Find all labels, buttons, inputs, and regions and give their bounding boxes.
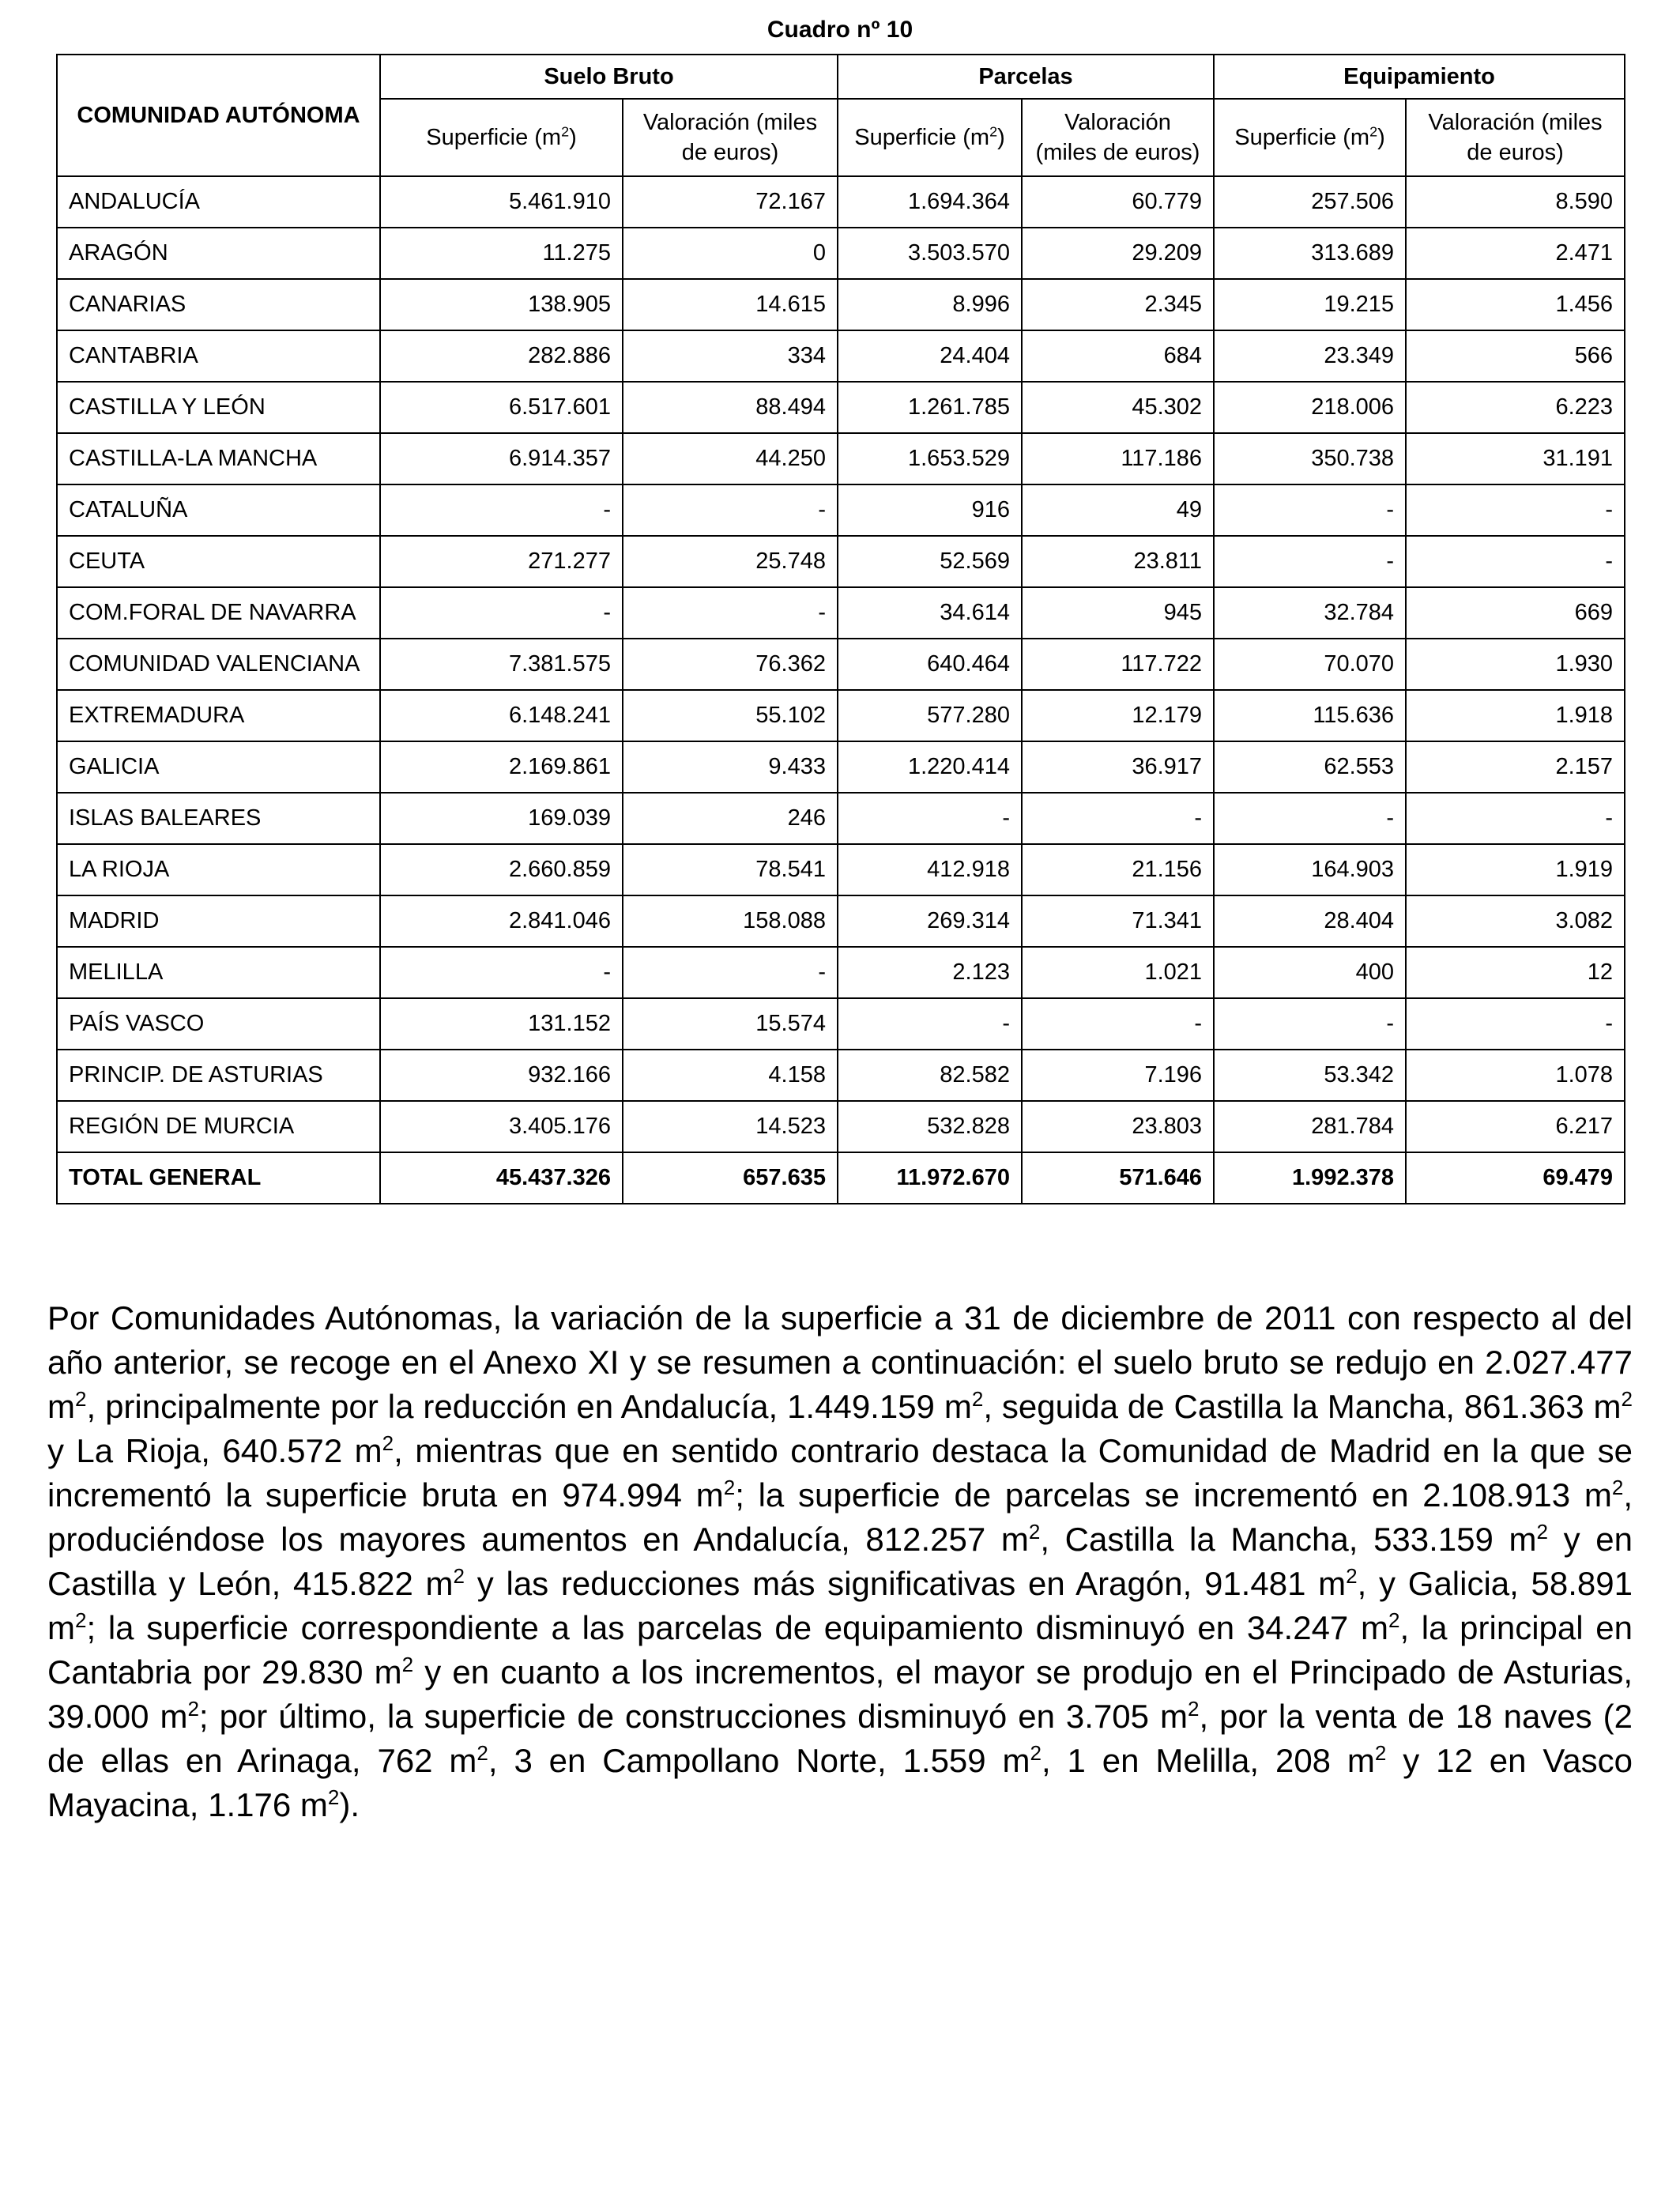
- value-cell: 532.828: [838, 1101, 1022, 1152]
- value-cell: 14.523: [623, 1101, 838, 1152]
- value-cell: 71.341: [1022, 895, 1214, 947]
- value-cell: 3.405.176: [380, 1101, 623, 1152]
- value-cell: 8.590: [1406, 176, 1625, 228]
- value-cell: 12.179: [1022, 690, 1214, 741]
- value-cell: 6.217: [1406, 1101, 1625, 1152]
- value-cell: 7.381.575: [380, 639, 623, 690]
- value-cell: 566: [1406, 330, 1625, 382]
- value-cell: 281.784: [1214, 1101, 1406, 1152]
- row-name-cell: ISLAS BALEARES: [57, 793, 380, 844]
- value-cell: 131.152: [380, 998, 623, 1050]
- value-cell: 1.653.529: [838, 433, 1022, 484]
- header-superficie-parcelas: Superficie $(m^2)$: [838, 99, 1022, 176]
- row-name-cell: PRINCIP. DE ASTURIAS: [57, 1050, 380, 1101]
- superscript: 2: [382, 1431, 394, 1455]
- table-row: [57, 382, 1625, 433]
- paragraph-text: ; la superficie de parcelas se incrementó en 2.108.913 m: [735, 1476, 1612, 1514]
- value-cell: 1.930: [1406, 639, 1625, 690]
- header-valoracion-parcelas: Valoración (miles de euros): [1022, 99, 1214, 176]
- superscript: 2: [1388, 1608, 1400, 1632]
- paragraph-text: y en cuanto a los incrementos, el mayor se produjo en el Principado de Asturias, 39.000 m: [47, 1653, 1633, 1735]
- value-cell: 669: [1406, 587, 1625, 639]
- superscript: 2: [327, 1785, 340, 1809]
- value-cell: 571.646: [1022, 1152, 1214, 1204]
- value-cell: -: [380, 947, 623, 998]
- row-name-cell: EXTREMADURA: [57, 690, 380, 741]
- table-row: [57, 587, 1625, 639]
- table-row: [57, 639, 1625, 690]
- paragraph-text: , y Galicia, 58.891 m: [47, 1565, 1633, 1646]
- table-row: [57, 279, 1625, 330]
- value-cell: 24.404: [838, 330, 1022, 382]
- value-cell: -: [380, 484, 623, 536]
- paragraph-text: , 3 en Campollano Norte, 1.559 m: [488, 1742, 1030, 1779]
- value-cell: 1.992.378: [1214, 1152, 1406, 1204]
- value-cell: 257.506: [1214, 176, 1406, 228]
- value-cell: -: [1406, 484, 1625, 536]
- row-name-cell: CASTILLA-LA MANCHA: [57, 433, 380, 484]
- row-name-cell: COM.FORAL DE NAVARRA: [57, 587, 380, 639]
- row-name-cell: CANTABRIA: [57, 330, 380, 382]
- table-row: [57, 844, 1625, 895]
- value-cell: 72.167: [623, 176, 838, 228]
- value-cell: 2.660.859: [380, 844, 623, 895]
- header-row-groups: [57, 55, 1625, 99]
- value-cell: 49: [1022, 484, 1214, 536]
- table-row: [57, 741, 1625, 793]
- row-name-cell: CEUTA: [57, 536, 380, 587]
- value-cell: 1.078: [1406, 1050, 1625, 1101]
- superscript: 2: [1621, 1387, 1633, 1411]
- value-cell: 945: [1022, 587, 1214, 639]
- value-cell: 350.738: [1214, 433, 1406, 484]
- row-name-cell: ANDALUCÍA: [57, 176, 380, 228]
- value-cell: 916: [838, 484, 1022, 536]
- value-cell: -: [1406, 793, 1625, 844]
- superscript: 2: [453, 1564, 465, 1588]
- paragraph-text: , 1 en Melilla, 208 m: [1042, 1742, 1375, 1779]
- value-cell: 15.574: [623, 998, 838, 1050]
- value-cell: 82.582: [838, 1050, 1022, 1101]
- superscript: 2: [1374, 1741, 1387, 1765]
- superscript: 2: [75, 1387, 87, 1411]
- superscript: 2: [1028, 1520, 1041, 1544]
- value-cell: 218.006: [1214, 382, 1406, 433]
- value-cell: 44.250: [623, 433, 838, 484]
- header-valoracion-equipamiento: Valoración (miles de euros): [1406, 99, 1625, 176]
- value-cell: 932.166: [380, 1050, 623, 1101]
- row-name-cell: REGIÓN DE MURCIA: [57, 1101, 380, 1152]
- value-cell: 269.314: [838, 895, 1022, 947]
- value-cell: 1.261.785: [838, 382, 1022, 433]
- value-cell: 1.220.414: [838, 741, 1022, 793]
- value-cell: 78.541: [623, 844, 838, 895]
- value-cell: 577.280: [838, 690, 1022, 741]
- value-cell: 115.636: [1214, 690, 1406, 741]
- value-cell: 76.362: [623, 639, 838, 690]
- paragraph-text: , Castilla la Mancha, 533.159 m: [1040, 1521, 1537, 1558]
- value-cell: 334: [623, 330, 838, 382]
- row-name-cell: GALICIA: [57, 741, 380, 793]
- value-cell: 0: [623, 228, 838, 279]
- paragraph-text: ; por último, la superficie de construcciones disminuyó en 3.705 m: [198, 1698, 1188, 1735]
- value-cell: 117.722: [1022, 639, 1214, 690]
- header-group-suelo-bruto: Suelo Bruto: [380, 55, 838, 99]
- value-cell: 28.404: [1214, 895, 1406, 947]
- table-caption: Cuadro nº 10: [767, 17, 913, 43]
- value-cell: 55.102: [623, 690, 838, 741]
- value-cell: 23.349: [1214, 330, 1406, 382]
- value-cell: -: [1214, 793, 1406, 844]
- header-group-parcelas: Parcelas: [838, 55, 1214, 99]
- paragraph-text: , por la venta de 18 naves (2 de ellas en Arinaga, 762 m: [47, 1698, 1633, 1779]
- value-cell: 2.345: [1022, 279, 1214, 330]
- table-row: [57, 330, 1625, 382]
- value-cell: 62.553: [1214, 741, 1406, 793]
- value-cell: 5.461.910: [380, 176, 623, 228]
- value-cell: 640.464: [838, 639, 1022, 690]
- value-cell: 313.689: [1214, 228, 1406, 279]
- value-cell: 1.918: [1406, 690, 1625, 741]
- header-comunidad: COMUNIDAD AUTÓNOMA: [57, 55, 380, 176]
- value-cell: 158.088: [623, 895, 838, 947]
- header-group-equipamiento: Equipamiento: [1214, 55, 1625, 99]
- value-cell: 1.021: [1022, 947, 1214, 998]
- value-cell: 36.917: [1022, 741, 1214, 793]
- paragraph-text: ; la superficie correspondiente a las parcelas de equipamiento disminuyó en 34.247 m: [86, 1609, 1388, 1646]
- value-cell: 2.157: [1406, 741, 1625, 793]
- value-cell: -: [623, 947, 838, 998]
- row-name-cell: CASTILLA Y LEÓN: [57, 382, 380, 433]
- header-superficie-equipamiento: Superficie $(m^2)$: [1214, 99, 1406, 176]
- value-cell: 684: [1022, 330, 1214, 382]
- table-row: [57, 793, 1625, 844]
- paragraph-text: ).: [339, 1786, 360, 1823]
- value-cell: 169.039: [380, 793, 623, 844]
- value-cell: -: [1214, 998, 1406, 1050]
- value-cell: 138.905: [380, 279, 623, 330]
- row-name-cell: CANARIAS: [57, 279, 380, 330]
- row-name-cell: MELILLA: [57, 947, 380, 998]
- superscript: 2: [187, 1697, 199, 1721]
- value-cell: -: [623, 484, 838, 536]
- value-cell: 282.886: [380, 330, 623, 382]
- value-cell: 6.914.357: [380, 433, 623, 484]
- table-row: [57, 1050, 1625, 1101]
- value-cell: 2.123: [838, 947, 1022, 998]
- row-name-cell: CATALUÑA: [57, 484, 380, 536]
- row-name-cell: COMUNIDAD VALENCIANA: [57, 639, 380, 690]
- value-cell: -: [1022, 793, 1214, 844]
- table-row: [57, 433, 1625, 484]
- value-cell: 32.784: [1214, 587, 1406, 639]
- value-cell: 21.156: [1022, 844, 1214, 895]
- superscript: 2: [1611, 1476, 1624, 1499]
- summary-paragraph: [47, 1296, 1633, 1827]
- value-cell: -: [838, 793, 1022, 844]
- paragraph-text: y en Castilla y León, 415.822 m: [47, 1521, 1633, 1602]
- value-cell: 246: [623, 793, 838, 844]
- value-cell: -: [623, 587, 838, 639]
- value-cell: 23.811: [1022, 536, 1214, 587]
- value-cell: 6.517.601: [380, 382, 623, 433]
- value-cell: 19.215: [1214, 279, 1406, 330]
- value-cell: 12: [1406, 947, 1625, 998]
- value-cell: 1.456: [1406, 279, 1625, 330]
- data-table: [56, 54, 1625, 1204]
- superscript: 2: [1030, 1741, 1042, 1765]
- value-cell: 2.471: [1406, 228, 1625, 279]
- value-cell: 657.635: [623, 1152, 838, 1204]
- value-cell: 14.615: [623, 279, 838, 330]
- paragraph-text: , principalmente por la reducción en Andalucía, 1.449.159 m: [86, 1388, 972, 1425]
- value-cell: 69.479: [1406, 1152, 1625, 1204]
- value-cell: 2.841.046: [380, 895, 623, 947]
- paragraph-text: y 12 en Vasco Mayacina, 1.176 m: [47, 1742, 1633, 1823]
- superscript: 2: [1188, 1697, 1200, 1721]
- table-row: [57, 947, 1625, 998]
- value-cell: 29.209: [1022, 228, 1214, 279]
- superscript: 2: [401, 1653, 414, 1676]
- value-cell: 53.342: [1214, 1050, 1406, 1101]
- value-cell: 7.196: [1022, 1050, 1214, 1101]
- table-row: [57, 895, 1625, 947]
- value-cell: 52.569: [838, 536, 1022, 587]
- row-name-cell: ARAGÓN: [57, 228, 380, 279]
- value-cell: -: [1214, 484, 1406, 536]
- value-cell: -: [1406, 536, 1625, 587]
- value-cell: 164.903: [1214, 844, 1406, 895]
- value-cell: 23.803: [1022, 1101, 1214, 1152]
- value-cell: 1.694.364: [838, 176, 1022, 228]
- value-cell: 31.191: [1406, 433, 1625, 484]
- value-cell: 70.070: [1214, 639, 1406, 690]
- value-cell: 271.277: [380, 536, 623, 587]
- value-cell: 60.779: [1022, 176, 1214, 228]
- table-body: [57, 176, 1625, 1204]
- table-row: [57, 998, 1625, 1050]
- row-name-cell: PAÍS VASCO: [57, 998, 380, 1050]
- value-cell: 6.148.241: [380, 690, 623, 741]
- paragraph-text: y las reducciones más significativas en Aragón, 91.481 m: [465, 1565, 1347, 1602]
- value-cell: 45.437.326: [380, 1152, 623, 1204]
- superscript: 2: [75, 1608, 87, 1632]
- value-cell: -: [1022, 998, 1214, 1050]
- value-cell: 3.503.570: [838, 228, 1022, 279]
- value-cell: 6.223: [1406, 382, 1625, 433]
- superscript: 2: [723, 1476, 736, 1499]
- value-cell: 25.748: [623, 536, 838, 587]
- value-cell: 400: [1214, 947, 1406, 998]
- row-name-cell: TOTAL GENERAL: [57, 1152, 380, 1204]
- value-cell: 2.169.861: [380, 741, 623, 793]
- value-cell: 9.433: [623, 741, 838, 793]
- superscript: 2: [477, 1741, 488, 1765]
- header-valoracion-suelo: Valoración (miles de euros): [623, 99, 838, 176]
- value-cell: 1.919: [1406, 844, 1625, 895]
- paragraph-text: , mientras que en sentido contrario destaca la Comunidad de Madrid en la que se incrementó la superficie bruta en 974.994 m: [47, 1432, 1633, 1514]
- value-cell: 34.614: [838, 587, 1022, 639]
- paragraph-text: Por Comunidades Autónomas, la variación de la superficie a 31 de diciembre de 2011 con respecto al del año anterior, se recoge en el Anexo XI y se resumen a continuación: el suelo bruto se redujo en 2.027.477 m: [47, 1299, 1633, 1425]
- superscript: 2: [971, 1387, 984, 1411]
- paragraph-text: , produciéndose los mayores aumentos en Andalucía, 812.257 m: [47, 1476, 1633, 1558]
- superscript: 2: [1536, 1520, 1548, 1544]
- table-row: [57, 1101, 1625, 1152]
- paragraph-text: , seguida de Castilla la Mancha, 861.363 m: [983, 1388, 1622, 1425]
- value-cell: 11.275: [380, 228, 623, 279]
- value-cell: 11.972.670: [838, 1152, 1022, 1204]
- value-cell: 8.996: [838, 279, 1022, 330]
- paragraph-text: , la principal en Cantabria por 29.830 m: [47, 1609, 1633, 1691]
- row-name-cell: LA RIOJA: [57, 844, 380, 895]
- value-cell: -: [1406, 998, 1625, 1050]
- value-cell: -: [838, 998, 1022, 1050]
- value-cell: 117.186: [1022, 433, 1214, 484]
- value-cell: 412.918: [838, 844, 1022, 895]
- table-row: [57, 228, 1625, 279]
- value-cell: 3.082: [1406, 895, 1625, 947]
- superscript: 2: [1346, 1564, 1358, 1588]
- paragraph-text: y La Rioja, 640.572 m: [47, 1432, 382, 1469]
- table-row: [57, 536, 1625, 587]
- table-row: [57, 176, 1625, 228]
- value-cell: -: [380, 587, 623, 639]
- value-cell: 4.158: [623, 1050, 838, 1101]
- total-row: [57, 1152, 1625, 1204]
- value-cell: 88.494: [623, 382, 838, 433]
- row-name-cell: MADRID: [57, 895, 380, 947]
- table-row: [57, 484, 1625, 536]
- header-superficie-suelo: Superficie $(m^2)$: [380, 99, 623, 176]
- value-cell: -: [1214, 536, 1406, 587]
- value-cell: 45.302: [1022, 382, 1214, 433]
- table-row: [57, 690, 1625, 741]
